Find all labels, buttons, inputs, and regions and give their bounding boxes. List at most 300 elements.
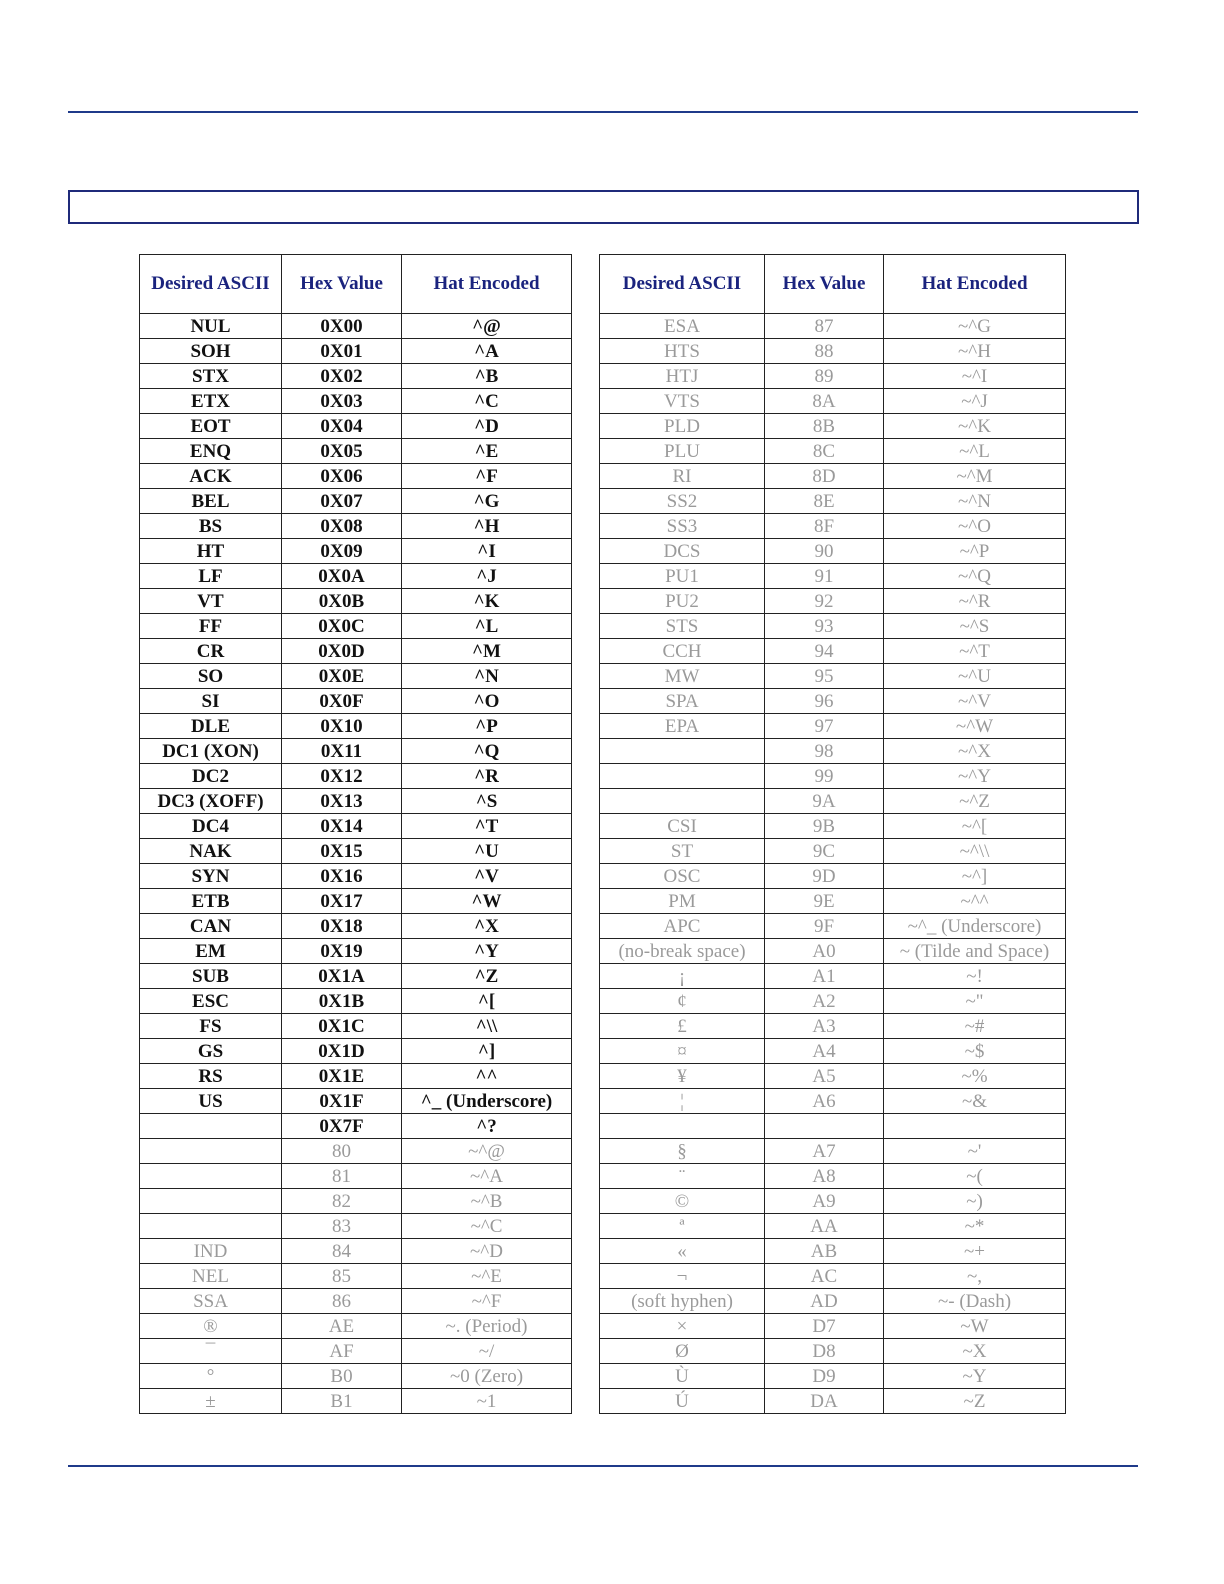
table-row xyxy=(140,864,572,889)
table-header-row xyxy=(600,255,1066,314)
cell-hat-encoded: ^B xyxy=(402,364,572,389)
cell-hat-encoded: ^^ xyxy=(402,1064,572,1089)
cell-hat-encoded: ^_ (Underscore) xyxy=(402,1089,572,1114)
cell-hex-value: 0X1A xyxy=(282,964,402,989)
cell-desired-ascii: SSA xyxy=(140,1289,282,1314)
cell-hex-value: 92 xyxy=(765,589,884,614)
cell-hat-encoded: ^T xyxy=(402,814,572,839)
table-row xyxy=(140,739,572,764)
cell-hat-encoded: ~, xyxy=(884,1264,1066,1289)
cell-desired-ascii: ® xyxy=(140,1314,282,1339)
header-hat-encoded: Hat Encoded xyxy=(402,255,572,314)
cell-hex-value: 0X03 xyxy=(282,389,402,414)
cell-hat-encoded: ^R xyxy=(402,764,572,789)
table-row xyxy=(600,914,1066,939)
hat-encoding-table-right xyxy=(599,254,1066,1414)
cell-hex-value xyxy=(765,1114,884,1139)
cell-hat-encoded: ~X xyxy=(884,1339,1066,1364)
cell-hex-value: 83 xyxy=(282,1214,402,1239)
cell-hat-encoded: ~^S xyxy=(884,614,1066,639)
cell-hex-value: 0X15 xyxy=(282,839,402,864)
table-row xyxy=(140,1289,572,1314)
footer-rule xyxy=(68,1465,1138,1467)
cell-hex-value: 0X16 xyxy=(282,864,402,889)
table-row xyxy=(140,589,572,614)
table-row xyxy=(140,1264,572,1289)
cell-hat-encoded: ~( xyxy=(884,1164,1066,1189)
cell-desired-ascii: DC4 xyxy=(140,814,282,839)
cell-desired-ascii: DLE xyxy=(140,714,282,739)
cell-hex-value: 0X19 xyxy=(282,939,402,964)
table-row xyxy=(140,1114,572,1139)
cell-desired-ascii: PLD xyxy=(600,414,765,439)
cell-hat-encoded: ~^T xyxy=(884,639,1066,664)
cell-hex-value: A6 xyxy=(765,1089,884,1114)
table-row xyxy=(600,1139,1066,1164)
cell-desired-ascii: Ú xyxy=(600,1389,765,1414)
cell-desired-ascii: ª xyxy=(600,1214,765,1239)
cell-hex-value: 0X06 xyxy=(282,464,402,489)
cell-hex-value: D8 xyxy=(765,1339,884,1364)
cell-hex-value: 87 xyxy=(765,314,884,339)
cell-desired-ascii: MW xyxy=(600,664,765,689)
table-row xyxy=(140,1014,572,1039)
cell-desired-ascii: ACK xyxy=(140,464,282,489)
cell-hat-encoded: ^[ xyxy=(402,989,572,1014)
cell-hat-encoded: ^] xyxy=(402,1039,572,1064)
cell-hex-value: 99 xyxy=(765,764,884,789)
cell-hat-encoded: ~/ xyxy=(402,1339,572,1364)
cell-desired-ascii: OSC xyxy=(600,864,765,889)
table-row xyxy=(140,1364,572,1389)
cell-hat-encoded: ~^U xyxy=(884,664,1066,689)
table-row xyxy=(140,1139,572,1164)
table-row xyxy=(140,314,572,339)
cell-hat-encoded: ~^D xyxy=(402,1239,572,1264)
table-row xyxy=(140,989,572,1014)
table-row xyxy=(140,1314,572,1339)
cell-hat-encoded: ^I xyxy=(402,539,572,564)
table-row xyxy=(600,1039,1066,1064)
cell-hex-value: 0X05 xyxy=(282,439,402,464)
cell-hex-value: 90 xyxy=(765,539,884,564)
table-body-left xyxy=(140,314,572,1414)
cell-desired-ascii: FS xyxy=(140,1014,282,1039)
cell-desired-ascii: ¨ xyxy=(600,1164,765,1189)
cell-desired-ascii: BEL xyxy=(140,489,282,514)
cell-hex-value: 9A xyxy=(765,789,884,814)
cell-desired-ascii: ESA xyxy=(600,314,765,339)
cell-desired-ascii: ¬ xyxy=(600,1264,765,1289)
cell-desired-ascii: ¤ xyxy=(600,1039,765,1064)
cell-desired-ascii: ETB xyxy=(140,889,282,914)
cell-hex-value: D7 xyxy=(765,1314,884,1339)
cell-hex-value: 0X0E xyxy=(282,664,402,689)
cell-desired-ascii: US xyxy=(140,1089,282,1114)
cell-desired-ascii: × xyxy=(600,1314,765,1339)
cell-hex-value: A8 xyxy=(765,1164,884,1189)
cell-desired-ascii: § xyxy=(600,1139,765,1164)
cell-hex-value: 0X7F xyxy=(282,1114,402,1139)
cell-hat-encoded: ~^H xyxy=(884,339,1066,364)
table-row xyxy=(140,1239,572,1264)
cell-desired-ascii: SS3 xyxy=(600,514,765,539)
cell-desired-ascii: CSI xyxy=(600,814,765,839)
cell-hat-encoded: ~0 (Zero) xyxy=(402,1364,572,1389)
cell-hex-value: AA xyxy=(765,1214,884,1239)
cell-hex-value: 0X07 xyxy=(282,489,402,514)
cell-hex-value: 0X04 xyxy=(282,414,402,439)
cell-hex-value: 0X02 xyxy=(282,364,402,389)
cell-hex-value: 0X10 xyxy=(282,714,402,739)
cell-hat-encoded: ~^V xyxy=(884,689,1066,714)
cell-hat-encoded: ^@ xyxy=(402,314,572,339)
cell-desired-ascii: HTJ xyxy=(600,364,765,389)
cell-hat-encoded: ~^Y xyxy=(884,764,1066,789)
table-row xyxy=(140,1089,572,1114)
cell-hat-encoded: ~^N xyxy=(884,489,1066,514)
table-row xyxy=(600,664,1066,689)
cell-hex-value: 98 xyxy=(765,739,884,764)
cell-hex-value: A2 xyxy=(765,989,884,1014)
cell-hex-value: DA xyxy=(765,1389,884,1414)
cell-hex-value: 0X13 xyxy=(282,789,402,814)
hat-encoding-table-left xyxy=(139,254,572,1414)
table-row xyxy=(600,464,1066,489)
table-row xyxy=(140,339,572,364)
cell-desired-ascii: £ xyxy=(600,1014,765,1039)
header-hex-value: Hex Value xyxy=(282,255,402,314)
cell-hat-encoded: ~& xyxy=(884,1089,1066,1114)
cell-hat-encoded: ~^_ (Underscore) xyxy=(884,914,1066,939)
cell-desired-ascii: (soft hyphen) xyxy=(600,1289,765,1314)
table-row xyxy=(600,689,1066,714)
cell-hex-value: D9 xyxy=(765,1364,884,1389)
table-row xyxy=(140,764,572,789)
cell-desired-ascii: BS xyxy=(140,514,282,539)
cell-hex-value: 95 xyxy=(765,664,884,689)
cell-hex-value: 97 xyxy=(765,714,884,739)
cell-hex-value: A5 xyxy=(765,1064,884,1089)
cell-hex-value: 8E xyxy=(765,489,884,514)
cell-desired-ascii: VT xyxy=(140,589,282,614)
cell-hat-encoded: ~* xyxy=(884,1214,1066,1239)
table-row xyxy=(140,1189,572,1214)
table-row xyxy=(140,439,572,464)
cell-hat-encoded: ~^L xyxy=(884,439,1066,464)
table-row xyxy=(600,589,1066,614)
cell-hex-value: 0X14 xyxy=(282,814,402,839)
cell-desired-ascii xyxy=(140,1214,282,1239)
cell-desired-ascii: STX xyxy=(140,364,282,389)
table-row xyxy=(600,1064,1066,1089)
cell-desired-ascii: CAN xyxy=(140,914,282,939)
cell-desired-ascii: Ù xyxy=(600,1364,765,1389)
cell-hex-value: 8F xyxy=(765,514,884,539)
cell-desired-ascii: PU2 xyxy=(600,589,765,614)
table-row xyxy=(140,939,572,964)
cell-desired-ascii xyxy=(600,789,765,814)
table-row xyxy=(600,1189,1066,1214)
cell-hex-value: 0X11 xyxy=(282,739,402,764)
cell-hat-encoded: ~$ xyxy=(884,1039,1066,1064)
table-row xyxy=(600,1214,1066,1239)
cell-hex-value: 0X1D xyxy=(282,1039,402,1064)
cell-hex-value: 88 xyxy=(765,339,884,364)
cell-hat-encoded: ^G xyxy=(402,489,572,514)
cell-desired-ascii: « xyxy=(600,1239,765,1264)
cell-desired-ascii: CCH xyxy=(600,639,765,664)
cell-hex-value: 8D xyxy=(765,464,884,489)
table-row xyxy=(600,714,1066,739)
cell-hex-value: A3 xyxy=(765,1014,884,1039)
table-row xyxy=(140,1039,572,1064)
table-body-right xyxy=(600,314,1066,1414)
cell-hat-encoded: ~^X xyxy=(884,739,1066,764)
table-row xyxy=(600,364,1066,389)
cell-desired-ascii: SPA xyxy=(600,689,765,714)
cell-hat-encoded: ^\\ xyxy=(402,1014,572,1039)
table-row xyxy=(600,639,1066,664)
cell-hat-encoded: ~' xyxy=(884,1139,1066,1164)
cell-hat-encoded: ^U xyxy=(402,839,572,864)
cell-hex-value: AF xyxy=(282,1339,402,1364)
cell-desired-ascii: SO xyxy=(140,664,282,689)
cell-desired-ascii: LF xyxy=(140,564,282,589)
cell-desired-ascii: NEL xyxy=(140,1264,282,1289)
table-row xyxy=(600,1264,1066,1289)
cell-hex-value: 8A xyxy=(765,389,884,414)
table-row xyxy=(140,714,572,739)
table-row xyxy=(140,689,572,714)
cell-hex-value: 0X1C xyxy=(282,1014,402,1039)
cell-desired-ascii: SI xyxy=(140,689,282,714)
cell-hex-value: 9C xyxy=(765,839,884,864)
cell-desired-ascii xyxy=(600,739,765,764)
cell-desired-ascii: ST xyxy=(600,839,765,864)
table-row xyxy=(600,1114,1066,1139)
cell-hat-encoded: ~^A xyxy=(402,1164,572,1189)
table-row xyxy=(140,414,572,439)
cell-hat-encoded: ^X xyxy=(402,914,572,939)
table-row xyxy=(600,1239,1066,1264)
cell-hex-value: 0X09 xyxy=(282,539,402,564)
table-row xyxy=(600,614,1066,639)
table-row xyxy=(600,489,1066,514)
cell-desired-ascii: ETX xyxy=(140,389,282,414)
cell-hex-value: A0 xyxy=(765,939,884,964)
cell-desired-ascii: ¦ xyxy=(600,1089,765,1114)
table-row xyxy=(140,814,572,839)
cell-hex-value: A7 xyxy=(765,1139,884,1164)
cell-desired-ascii: ¡ xyxy=(600,964,765,989)
table-row xyxy=(600,1014,1066,1039)
table-row xyxy=(140,614,572,639)
table-row xyxy=(140,889,572,914)
cell-hat-encoded: ~^R xyxy=(884,589,1066,614)
cell-hat-encoded: ^M xyxy=(402,639,572,664)
cell-hat-encoded: ^S xyxy=(402,789,572,814)
cell-hat-encoded: ~Z xyxy=(884,1389,1066,1414)
table-row xyxy=(600,739,1066,764)
table-row xyxy=(600,764,1066,789)
cell-desired-ascii xyxy=(140,1114,282,1139)
cell-hex-value: 91 xyxy=(765,564,884,589)
cell-hat-encoded: ~^M xyxy=(884,464,1066,489)
table-row xyxy=(140,914,572,939)
table-row xyxy=(600,414,1066,439)
table-row xyxy=(600,339,1066,364)
table-row xyxy=(140,1164,572,1189)
table-row xyxy=(600,1314,1066,1339)
cell-desired-ascii xyxy=(600,764,765,789)
cell-hat-encoded: ~^Z xyxy=(884,789,1066,814)
cell-hat-encoded: ~Y xyxy=(884,1364,1066,1389)
cell-hex-value: 0X1F xyxy=(282,1089,402,1114)
table-row xyxy=(600,389,1066,414)
cell-desired-ascii: EOT xyxy=(140,414,282,439)
cell-desired-ascii: FF xyxy=(140,614,282,639)
cell-desired-ascii: HT xyxy=(140,539,282,564)
cell-hex-value: 0X0D xyxy=(282,639,402,664)
cell-hat-encoded: ~^O xyxy=(884,514,1066,539)
cell-hat-encoded: ^E xyxy=(402,439,572,464)
cell-hat-encoded: ^Z xyxy=(402,964,572,989)
cell-hex-value: 82 xyxy=(282,1189,402,1214)
table-row xyxy=(600,439,1066,464)
cell-desired-ascii xyxy=(140,1164,282,1189)
header-rule xyxy=(68,111,1138,113)
cell-hat-encoded: ~^@ xyxy=(402,1139,572,1164)
table-row xyxy=(140,464,572,489)
cell-hex-value: 0X0A xyxy=(282,564,402,589)
table-row xyxy=(600,564,1066,589)
cell-hat-encoded: ~! xyxy=(884,964,1066,989)
cell-desired-ascii: ESC xyxy=(140,989,282,1014)
cell-hex-value: 86 xyxy=(282,1289,402,1314)
cell-desired-ascii: ± xyxy=(140,1389,282,1414)
cell-desired-ascii xyxy=(140,1189,282,1214)
cell-hex-value: 89 xyxy=(765,364,884,389)
cell-hex-value: AE xyxy=(282,1314,402,1339)
cell-hat-encoded: ~^W xyxy=(884,714,1066,739)
cell-desired-ascii xyxy=(600,1114,765,1139)
cell-hex-value: 93 xyxy=(765,614,884,639)
cell-hat-encoded: ~^[ xyxy=(884,814,1066,839)
cell-desired-ascii: (no-break space) xyxy=(600,939,765,964)
cell-hex-value: B1 xyxy=(282,1389,402,1414)
cell-hat-encoded: ~^C xyxy=(402,1214,572,1239)
table-row xyxy=(140,789,572,814)
cell-hat-encoded: ~^\\ xyxy=(884,839,1066,864)
cell-hat-encoded: ~# xyxy=(884,1014,1066,1039)
cell-desired-ascii: VTS xyxy=(600,389,765,414)
table-row xyxy=(600,864,1066,889)
cell-hex-value: AC xyxy=(765,1264,884,1289)
cell-desired-ascii: Ø xyxy=(600,1339,765,1364)
table-row xyxy=(140,964,572,989)
cell-hat-encoded: ^Q xyxy=(402,739,572,764)
cell-hat-encoded: ~) xyxy=(884,1189,1066,1214)
cell-hex-value: 85 xyxy=(282,1264,402,1289)
cell-hat-encoded: ~^F xyxy=(402,1289,572,1314)
cell-hat-encoded: ^A xyxy=(402,339,572,364)
table-row xyxy=(140,839,572,864)
cell-desired-ascii: SYN xyxy=(140,864,282,889)
cell-desired-ascii: PU1 xyxy=(600,564,765,589)
cell-hex-value: 94 xyxy=(765,639,884,664)
table-row xyxy=(140,539,572,564)
table-row xyxy=(140,1214,572,1239)
cell-hex-value: 0X18 xyxy=(282,914,402,939)
cell-hex-value: 0X00 xyxy=(282,314,402,339)
cell-desired-ascii: ° xyxy=(140,1364,282,1389)
cell-hat-encoded: ^W xyxy=(402,889,572,914)
header-hex-value: Hex Value xyxy=(765,255,884,314)
cell-hat-encoded: ~% xyxy=(884,1064,1066,1089)
cell-hex-value: 0X0F xyxy=(282,689,402,714)
cell-desired-ascii: PM xyxy=(600,889,765,914)
cell-hat-encoded: ~^P xyxy=(884,539,1066,564)
cell-hat-encoded: ^D xyxy=(402,414,572,439)
cell-hat-encoded: ~ (Tilde and Space) xyxy=(884,939,1066,964)
table-row xyxy=(600,789,1066,814)
cell-hex-value: 0X1B xyxy=(282,989,402,1014)
table-row xyxy=(600,839,1066,864)
cell-hex-value: 9B xyxy=(765,814,884,839)
cell-hex-value: AB xyxy=(765,1239,884,1264)
cell-hat-encoded: ^F xyxy=(402,464,572,489)
cell-hex-value: A4 xyxy=(765,1039,884,1064)
cell-hex-value: 8B xyxy=(765,414,884,439)
cell-hat-encoded: ~W xyxy=(884,1314,1066,1339)
table-row xyxy=(140,1064,572,1089)
cell-desired-ascii: SUB xyxy=(140,964,282,989)
table-row xyxy=(600,989,1066,1014)
cell-desired-ascii: DC2 xyxy=(140,764,282,789)
cell-hat-encoded: ~" xyxy=(884,989,1066,1014)
table-row xyxy=(600,814,1066,839)
cell-hat-encoded: ^N xyxy=(402,664,572,689)
cell-hex-value: A1 xyxy=(765,964,884,989)
cell-hat-encoded: ~^B xyxy=(402,1189,572,1214)
cell-desired-ascii: EPA xyxy=(600,714,765,739)
cell-hex-value: 0X0B xyxy=(282,589,402,614)
cell-desired-ascii: © xyxy=(600,1189,765,1214)
table-header-row xyxy=(140,255,572,314)
cell-hex-value: 9F xyxy=(765,914,884,939)
cell-desired-ascii: IND xyxy=(140,1239,282,1264)
table-row xyxy=(600,889,1066,914)
cell-desired-ascii: PLU xyxy=(600,439,765,464)
table-row xyxy=(140,564,572,589)
cell-hex-value: 80 xyxy=(282,1139,402,1164)
cell-desired-ascii: ¢ xyxy=(600,989,765,1014)
cell-desired-ascii: GS xyxy=(140,1039,282,1064)
cell-hat-encoded: ^O xyxy=(402,689,572,714)
table-row xyxy=(140,514,572,539)
cell-hex-value: 81 xyxy=(282,1164,402,1189)
cell-desired-ascii: DC1 (XON) xyxy=(140,739,282,764)
cell-hex-value: 84 xyxy=(282,1239,402,1264)
cell-hat-encoded: ~. (Period) xyxy=(402,1314,572,1339)
cell-desired-ascii: DCS xyxy=(600,539,765,564)
table-row xyxy=(600,939,1066,964)
cell-desired-ascii: SOH xyxy=(140,339,282,364)
cell-hex-value: 8C xyxy=(765,439,884,464)
cell-desired-ascii xyxy=(140,1139,282,1164)
cell-hat-encoded xyxy=(884,1114,1066,1139)
